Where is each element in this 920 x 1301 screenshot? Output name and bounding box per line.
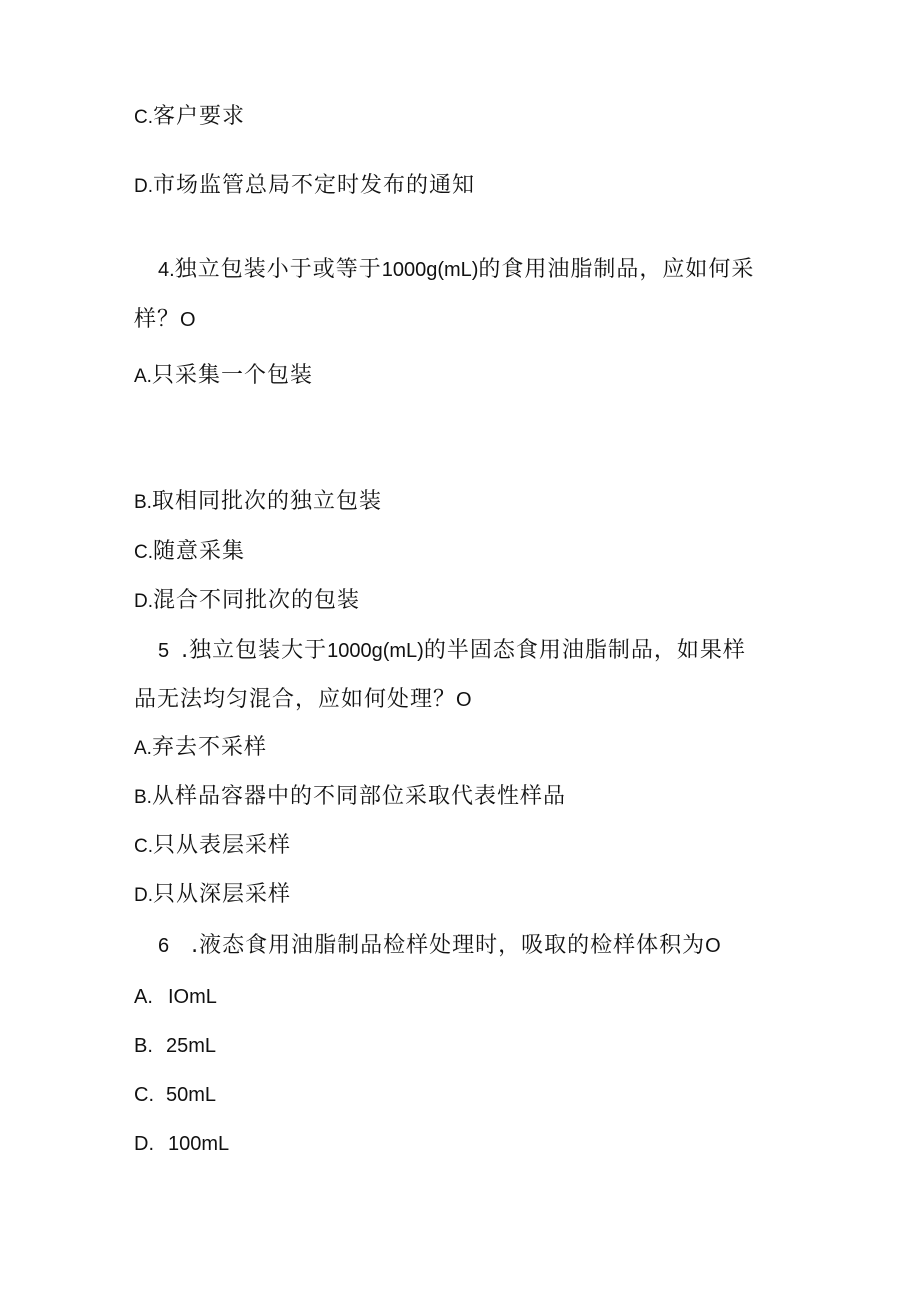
option-text: 客户要求 — [153, 104, 246, 129]
q6-option-d — [134, 1134, 229, 1154]
option-label: C. — [134, 836, 153, 857]
question-stem: 品无法均匀混合，应如何处理？ — [134, 687, 457, 712]
option-text: 只从深层采样 — [153, 882, 292, 907]
question-stem: 样？ — [134, 307, 181, 332]
option-text: 混合不同批次的包装 — [153, 588, 361, 613]
option-text: 只从表层采样 — [153, 833, 292, 858]
q4-stem-line-2 — [134, 309, 196, 331]
option-text: 100mL — [168, 1133, 230, 1155]
q6-option-a — [134, 987, 217, 1007]
question-stem-quantity: 1000g(mL) — [381, 259, 479, 281]
option-label: D. — [134, 591, 153, 612]
question-stem: .独立包装大于 — [181, 638, 328, 663]
q5-option-b — [134, 786, 566, 808]
question-number: 5 — [158, 640, 170, 662]
option-label: C. — [134, 1084, 154, 1106]
question-stem: 的半固态食用油脂制品，如果样 — [423, 638, 746, 663]
q4-option-d — [134, 590, 360, 612]
q3-option-c — [134, 106, 245, 128]
option-text: 25mL — [166, 1035, 217, 1057]
q5-option-a — [134, 737, 267, 759]
q5-option-c — [134, 835, 291, 857]
answer-blank: O — [456, 689, 472, 711]
option-label: D. — [134, 176, 153, 197]
question-stem-quantity: 1000g(mL) — [327, 640, 424, 662]
option-text: 从样品容器中的不同部位采取代表性样品 — [151, 784, 566, 809]
option-label: B. — [134, 787, 152, 808]
q5-stem-line-2 — [134, 689, 472, 711]
q4-option-c — [134, 541, 245, 563]
option-text: IOmL — [168, 986, 217, 1008]
option-label: B. — [134, 492, 152, 513]
option-text: 只采集一个包装 — [151, 363, 313, 388]
option-label: C. — [134, 542, 153, 563]
q5-option-d — [134, 884, 291, 906]
q3-option-d — [134, 175, 475, 197]
q4-stem-line-1 — [158, 259, 754, 281]
question-number: 4. — [158, 259, 175, 281]
option-text: 50mL — [166, 1084, 217, 1106]
option-text: 随意采集 — [153, 539, 246, 564]
option-text: 取相同批次的独立包装 — [151, 489, 382, 514]
q6-option-b — [134, 1036, 216, 1056]
option-label: A. — [134, 366, 152, 387]
question-number: 6 — [158, 935, 170, 957]
option-label: D. — [134, 1133, 154, 1155]
answer-blank: O — [180, 309, 196, 331]
option-label: C. — [134, 107, 153, 128]
q6-stem — [158, 935, 721, 957]
option-label: A. — [134, 986, 153, 1008]
option-text: 弃去不采样 — [151, 735, 267, 760]
option-text: 市场监管总局不定时发布的通知 — [153, 173, 476, 198]
q6-option-c — [134, 1085, 216, 1105]
option-label: D. — [134, 885, 153, 906]
q5-stem-line-1 — [158, 640, 746, 662]
option-label: B. — [134, 1035, 153, 1057]
option-label: A. — [134, 738, 152, 759]
q4-option-b — [134, 491, 382, 513]
question-stem: 的食用油脂制品，应如何采 — [478, 257, 755, 282]
answer-blank: O — [705, 935, 721, 957]
q4-option-a — [134, 365, 313, 387]
question-stem: .液态食用油脂制品检样处理时，吸取的检样体积为 — [191, 933, 706, 958]
question-stem: 独立包装小于或等于 — [174, 257, 382, 282]
